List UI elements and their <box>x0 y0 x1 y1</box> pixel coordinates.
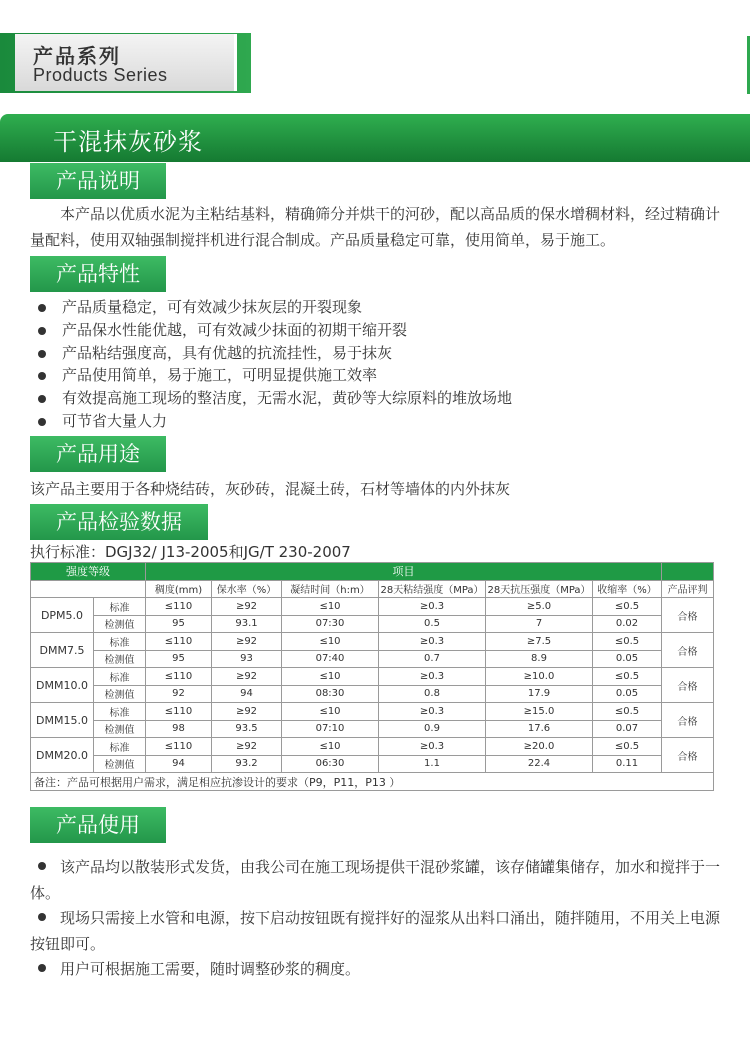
value-cell: 94 <box>212 685 282 703</box>
row-label-cell: 标准 <box>94 633 146 651</box>
value-cell: 0.05 <box>593 650 662 668</box>
value-cell: 94 <box>146 755 212 773</box>
value-cell: 06:30 <box>282 755 379 773</box>
table-row <box>31 755 714 773</box>
value-cell: 0.7 <box>379 650 486 668</box>
usage-list <box>30 855 720 983</box>
verdict-cell: 合格 <box>662 738 714 773</box>
value-cell: ≥5.0 <box>486 598 593 616</box>
value-cell: 0.02 <box>593 615 662 633</box>
value-cell: ≤10 <box>282 633 379 651</box>
feature-item: 产品保水性能优越，可有效减少抹面的初期干缩开裂 <box>35 319 512 342</box>
column-header: 28天粘结强度（MPa） <box>379 580 486 598</box>
value-cell: 92 <box>146 685 212 703</box>
value-cell: 07:10 <box>282 720 379 738</box>
row-label-cell: 标准 <box>94 738 146 756</box>
column-header: 凝结时间（h:m） <box>282 580 379 598</box>
value-cell: 7 <box>486 615 593 633</box>
value-cell: 93 <box>212 650 282 668</box>
value-cell: 17.9 <box>486 685 593 703</box>
verdict-cell: 合格 <box>662 668 714 703</box>
table-row <box>31 668 714 686</box>
table-row <box>31 703 714 721</box>
table-row <box>31 598 714 616</box>
usage-item <box>30 855 720 906</box>
usage-item-text: 用户可根据施工需要，随时调整砂浆的稠度。 <box>60 960 361 978</box>
column-header: 收缩率（%） <box>593 580 662 598</box>
value-cell: ≤110 <box>146 633 212 651</box>
bullet-icon <box>38 964 46 972</box>
row-label-cell: 检测值 <box>94 720 146 738</box>
feature-item: 可节省大量人力 <box>35 410 512 433</box>
value-cell: ≤10 <box>282 738 379 756</box>
value-cell: 0.8 <box>379 685 486 703</box>
usage-item-text: 现场只需接上水管和电源，按下启动按钮既有搅拌好的湿浆从出料口涌出，随拌随用，不用关上电源按钮即可。 <box>30 909 721 953</box>
value-cell: 98 <box>146 720 212 738</box>
test-data-table <box>30 562 714 791</box>
row-label-cell: 检测值 <box>94 685 146 703</box>
grade-cell: DPM5.0 <box>31 598 94 633</box>
value-cell: 0.11 <box>593 755 662 773</box>
value-cell: ≤0.5 <box>593 668 662 686</box>
item-header: 项目 <box>146 563 662 581</box>
value-cell: ≥20.0 <box>486 738 593 756</box>
series-title-cn: 产品系列 <box>33 44 121 68</box>
value-cell: ≥7.5 <box>486 633 593 651</box>
feature-item: 产品质量稳定，可有效减少抹灰层的开裂现象 <box>35 296 512 319</box>
row-label-cell: 检测值 <box>94 615 146 633</box>
value-cell: 0.07 <box>593 720 662 738</box>
value-cell: ≥0.3 <box>379 633 486 651</box>
usage-item <box>30 957 720 983</box>
section-tag-uses: 产品用途 <box>30 436 166 472</box>
product-title: 干混抹灰砂浆 <box>53 128 203 156</box>
table-row <box>31 615 714 633</box>
column-header: 28天抗压强度（MPa） <box>486 580 593 598</box>
value-cell: 0.5 <box>379 615 486 633</box>
grade-cell: DMM15.0 <box>31 703 94 738</box>
value-cell: 07:40 <box>282 650 379 668</box>
table-row <box>31 633 714 651</box>
verdict-cell: 合格 <box>662 633 714 668</box>
usage-item-text: 该产品均以散装形式发货，由我公司在施工现场提供干混砂浆罐，该存储罐集储存，加水和搅拌于一体。 <box>30 858 721 902</box>
value-cell: 93.1 <box>212 615 282 633</box>
usage-item <box>30 906 720 957</box>
standard-line: 执行标准：DGJ32/ J13-2005和JG/T 230-2007 <box>30 543 351 561</box>
value-cell: 93.5 <box>212 720 282 738</box>
row-label-cell: 标准 <box>94 668 146 686</box>
value-cell: 0.9 <box>379 720 486 738</box>
bullet-icon <box>38 862 46 870</box>
feature-item: 产品粘结强度高，具有优越的抗流挂性，易于抹灰 <box>35 342 512 365</box>
value-cell: ≥10.0 <box>486 668 593 686</box>
value-cell: ≥92 <box>212 668 282 686</box>
grade-cell: DMM20.0 <box>31 738 94 773</box>
value-cell: ≥0.3 <box>379 598 486 616</box>
column-header-blank <box>31 580 146 598</box>
value-cell: 1.1 <box>379 755 486 773</box>
section-tag-test: 产品检验数据 <box>30 504 208 540</box>
value-cell: ≥0.3 <box>379 668 486 686</box>
row-label-cell: 标准 <box>94 703 146 721</box>
value-cell: 8.9 <box>486 650 593 668</box>
section-tag-features: 产品特性 <box>30 256 166 292</box>
table-row <box>31 650 714 668</box>
table-body <box>31 598 714 773</box>
value-cell: 95 <box>146 650 212 668</box>
value-cell: ≤110 <box>146 703 212 721</box>
value-cell: 22.4 <box>486 755 593 773</box>
column-header: 产品评判 <box>662 580 714 598</box>
value-cell: 0.05 <box>593 685 662 703</box>
section-tag-usage: 产品使用 <box>30 807 166 843</box>
value-cell: ≤110 <box>146 668 212 686</box>
value-cell: 93.2 <box>212 755 282 773</box>
column-header: 稠度(mm) <box>146 580 212 598</box>
value-cell: ≤110 <box>146 738 212 756</box>
value-cell: ≤0.5 <box>593 703 662 721</box>
column-header: 保水率（%） <box>212 580 282 598</box>
value-cell: ≥92 <box>212 598 282 616</box>
value-cell: 08:30 <box>282 685 379 703</box>
table-row <box>31 738 714 756</box>
row-label-cell: 检测值 <box>94 650 146 668</box>
value-cell: 17.6 <box>486 720 593 738</box>
feature-item: 有效提高施工现场的整洁度，无需水泥，黄砂等大综原料的堆放场地 <box>35 387 512 410</box>
verdict-cell: 合格 <box>662 703 714 738</box>
value-cell: ≥0.3 <box>379 703 486 721</box>
value-cell: ≤0.5 <box>593 598 662 616</box>
table-row <box>31 720 714 738</box>
series-title-en: Products Series <box>33 65 168 85</box>
value-cell: ≥92 <box>212 703 282 721</box>
value-cell: ≤0.5 <box>593 738 662 756</box>
description-text: 本产品以优质水泥为主粘结基料，精确筛分并烘干的河砂，配以高品质的保水增稠材料，经过精确计量配料，使用双轴强制搅拌机进行混合制成。产品质量稳定可靠，使用简单，易于施工。 <box>30 205 721 249</box>
grade-cell: DMM10.0 <box>31 668 94 703</box>
uses-text: 该产品主要用于各种烧结砖，灰砂砖，混凝土砖，石材等墙体的内外抹灰 <box>30 480 511 498</box>
value-cell: ≤110 <box>146 598 212 616</box>
value-cell: 95 <box>146 615 212 633</box>
value-cell: ≥92 <box>212 633 282 651</box>
feature-item: 产品使用简单，易于施工，可明显提供施工效率 <box>35 364 512 387</box>
row-label-cell: 标准 <box>94 598 146 616</box>
value-cell: ≤10 <box>282 703 379 721</box>
bullet-icon <box>38 913 46 921</box>
table-note: 备注：产品可根据用户需求，满足相应抗渗设计的要求（P9，P11，P13 ） <box>31 773 714 791</box>
value-cell: ≥15.0 <box>486 703 593 721</box>
table-row <box>31 685 714 703</box>
value-cell: ≥0.3 <box>379 738 486 756</box>
row-label-cell: 检测值 <box>94 755 146 773</box>
features-list <box>35 296 512 433</box>
verdict-cell: 合格 <box>662 598 714 633</box>
value-cell: 07:30 <box>282 615 379 633</box>
grade-header: 强度等级 <box>31 563 146 581</box>
value-cell: ≥92 <box>212 738 282 756</box>
section-tag-description: 产品说明 <box>30 163 166 199</box>
value-cell: ≤10 <box>282 668 379 686</box>
header-spacer <box>662 563 714 581</box>
value-cell: ≤10 <box>282 598 379 616</box>
value-cell: ≤0.5 <box>593 633 662 651</box>
grade-cell: DMM7.5 <box>31 633 94 668</box>
